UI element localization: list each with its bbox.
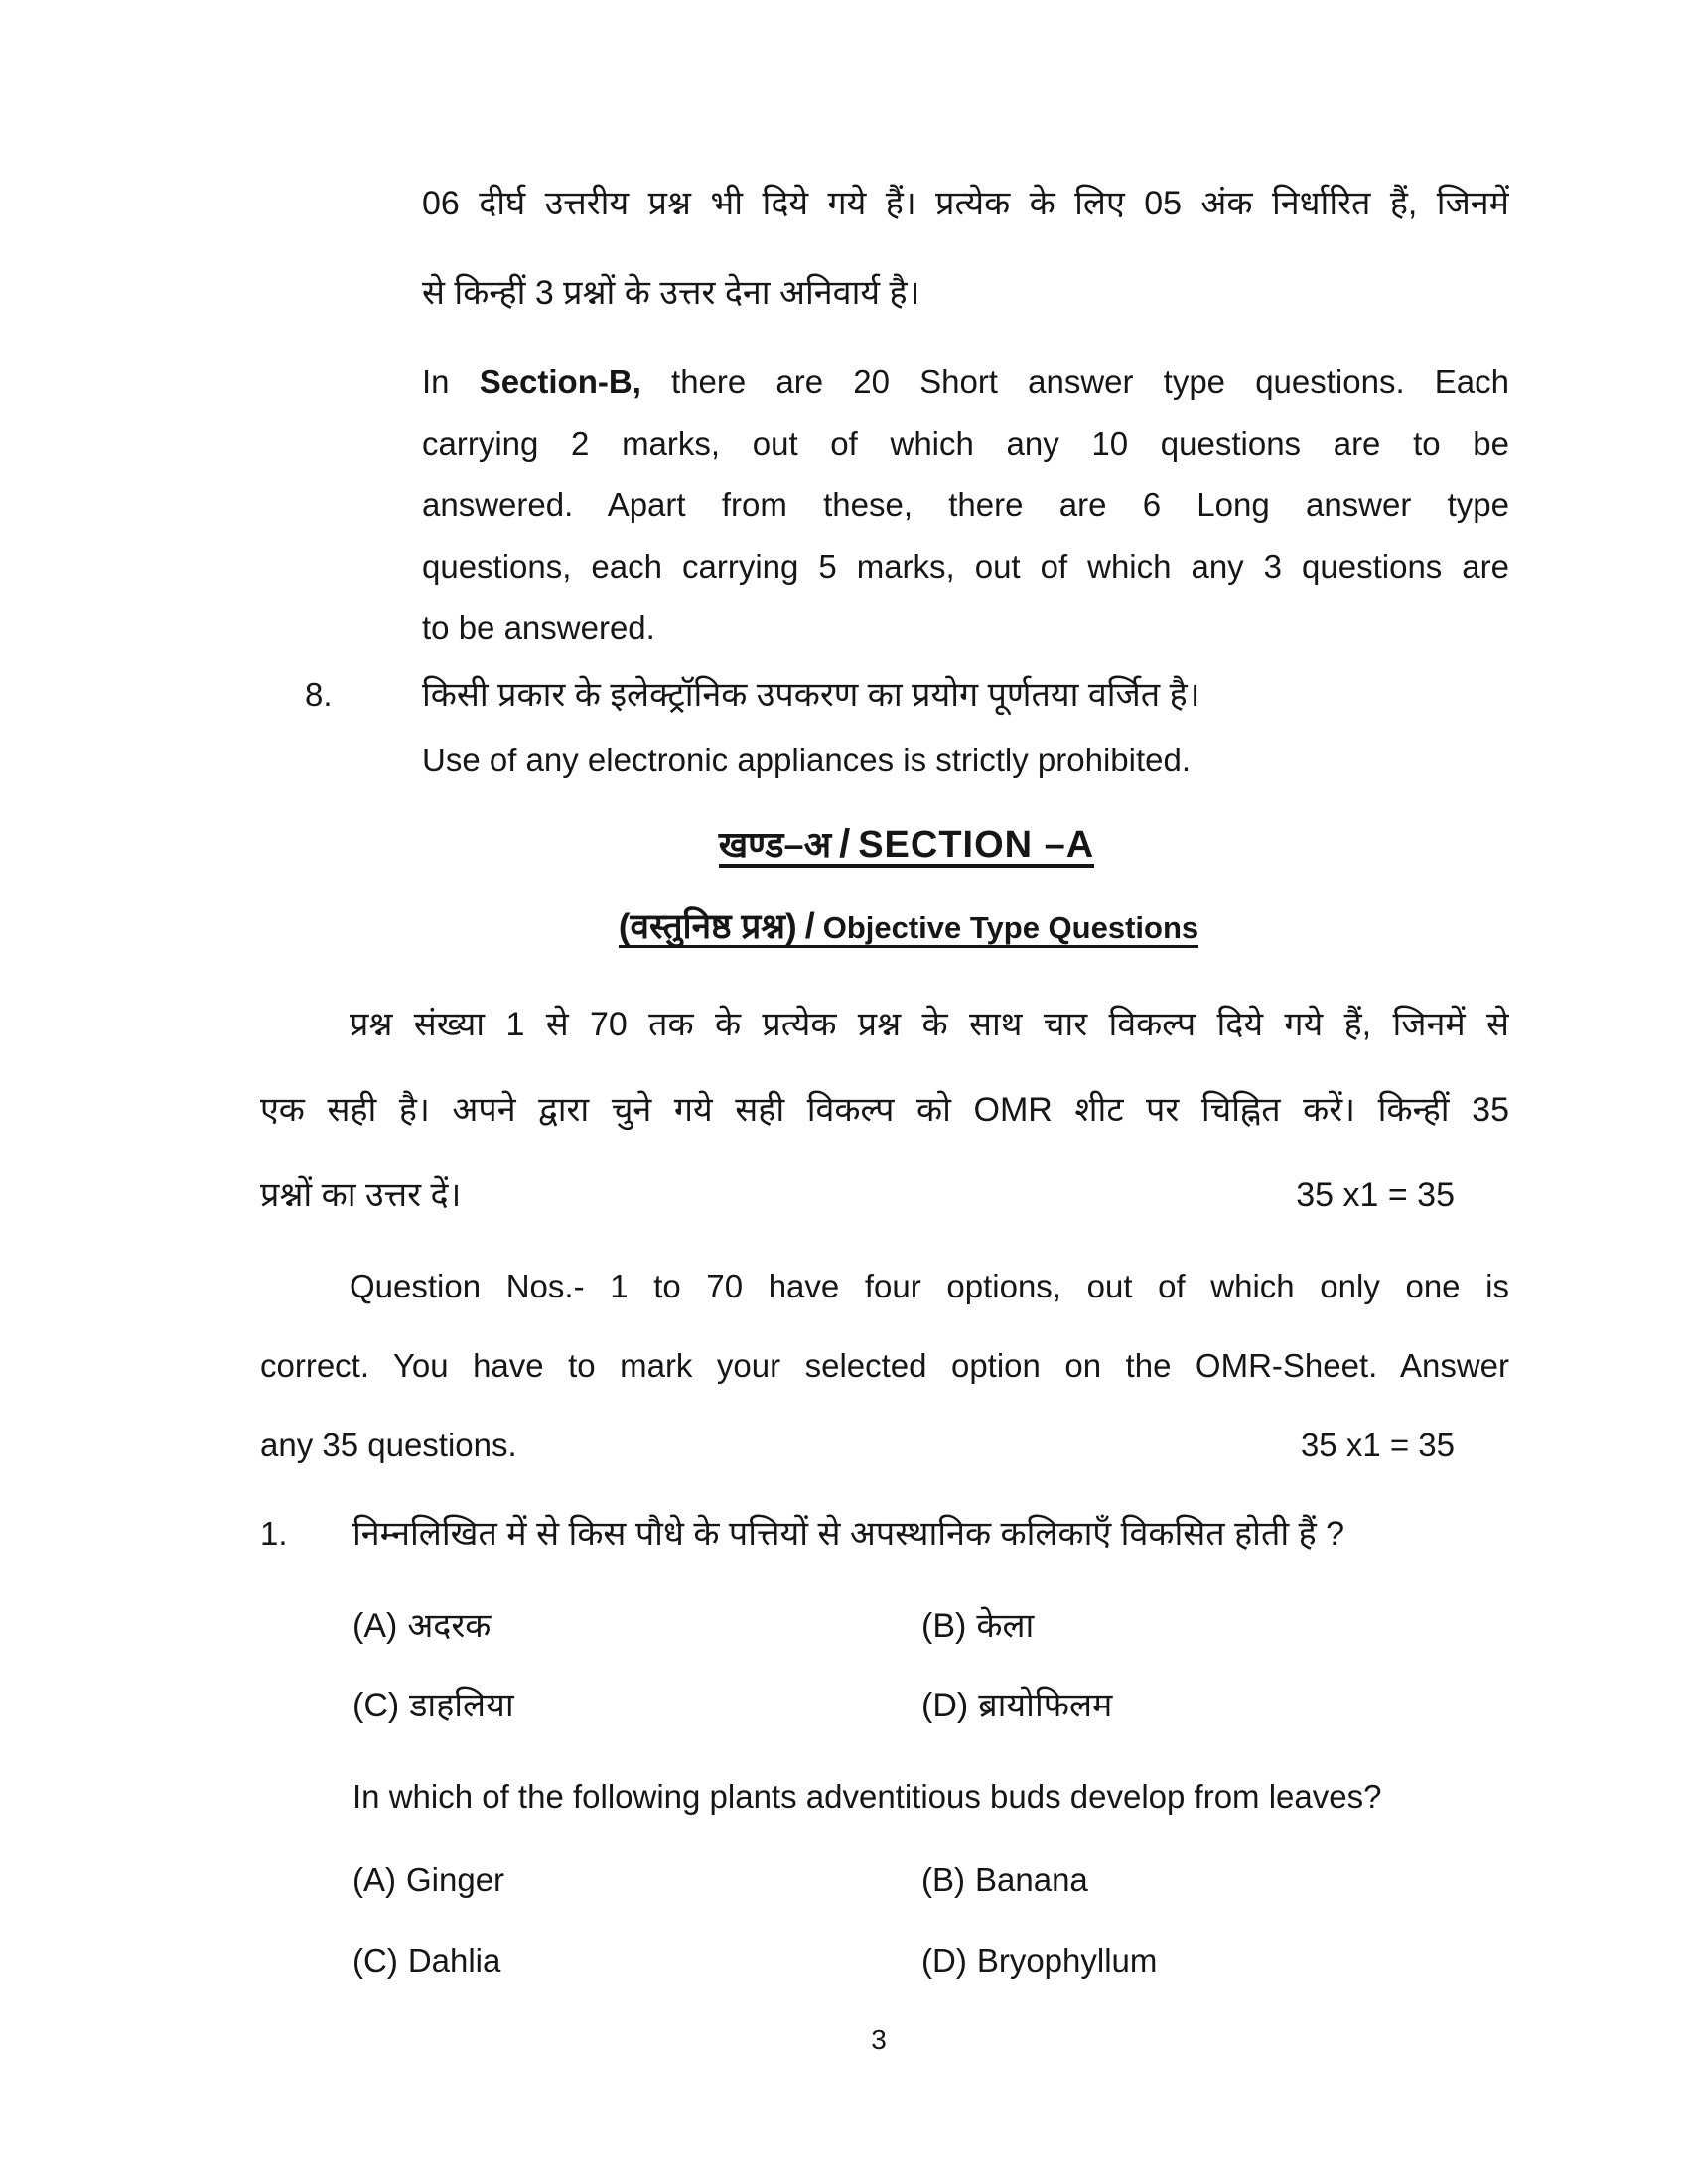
page-content xyxy=(248,159,1509,2060)
instruction-8 xyxy=(248,662,1509,793)
instruction-7-hindi-line-1: 06 दीर्घ उत्तरीय प्रश्न भी दिये गये हैं। प्रत्येक के लिए 05 अंक निर्धारित हैं, जिनमें xyxy=(422,185,1509,222)
objective-instructions-hindi-line-1: प्रश्न संख्या 1 से 70 तक के प्रत्येक प्रश्न के साथ चार विकल्प दिये गये हैं, जिनमें से xyxy=(350,1006,1509,1043)
question-1-english-options xyxy=(352,1840,1509,2000)
question-1-number: 1. xyxy=(260,1515,288,1552)
option-b-english-text: Banana xyxy=(975,1861,1088,1898)
option-d-english-text: Bryophyllum xyxy=(976,1942,1158,1979)
instruction-7-english-line-1-rest: there are 20 Short answer type questions. Each xyxy=(640,363,1509,400)
option-d-english xyxy=(921,1920,1509,2000)
instruction-7-english-line-4: questions, each carrying 5 marks, out of which any 3 questions are xyxy=(422,548,1509,585)
objective-instructions-english-line-1: Question Nos.- 1 to 70 have four options, out of which only one is xyxy=(350,1268,1509,1304)
section-a-heading-separator: / xyxy=(839,822,851,866)
objective-instructions-hindi-line-3 xyxy=(260,1153,1509,1238)
question-1-hindi-text: निम्नलिखित में से किस पौधे के पत्तियों से अपस्थानिक कलिकाएँ विकसित होती हैं ? xyxy=(352,1515,1344,1553)
question-1-english-text: In which of the following plants adventitious buds develop from leaves? xyxy=(352,1778,1382,1815)
instruction-7-english xyxy=(422,351,1509,659)
section-a-heading-underlined xyxy=(718,822,1095,868)
objective-instructions-hindi xyxy=(260,982,1509,1238)
objective-type-subheading-underlined xyxy=(618,905,1199,948)
option-a-english-label: (A) xyxy=(352,1861,396,1898)
option-a-hindi xyxy=(352,1586,921,1666)
objective-type-subheading xyxy=(278,896,1539,956)
option-b-hindi-label: (B) xyxy=(921,1607,967,1645)
objective-instructions-hindi-line-2: एक सही है। अपने द्वारा चुने गये सही विकल्प को OMR शीट पर चिह्नित करें। किन्हीं 35 xyxy=(260,1091,1509,1129)
option-b-english-label: (B) xyxy=(921,1861,965,1898)
option-c-hindi-label: (C) xyxy=(352,1687,400,1724)
question-1-hindi-row xyxy=(248,1494,1509,1573)
option-a-english xyxy=(352,1840,921,1920)
option-d-hindi-label: (D) xyxy=(921,1687,969,1724)
option-a-english-text: Ginger xyxy=(406,1861,505,1898)
marks-scheme-english: 35 x1 = 35 xyxy=(1300,1427,1455,1463)
instruction-7-hindi-line-2: से किन्हीं 3 प्रश्नों के उत्तर देना अनिवार्य है। xyxy=(422,274,920,312)
section-a-heading xyxy=(276,814,1537,874)
objective-instructions-english xyxy=(260,1247,1509,1485)
objective-type-subheading-english: Objective Type Questions xyxy=(822,910,1199,945)
objective-instructions-english-line-2: correct. You have to mark your selected option on the OMR-Sheet. Answer xyxy=(260,1347,1509,1384)
option-c-english xyxy=(352,1920,921,2000)
instruction-7-english-line-2: carrying 2 marks, out of which any 10 questions are to be xyxy=(422,425,1509,462)
option-a-hindi-label: (A) xyxy=(352,1607,398,1645)
option-b-hindi-text: केला xyxy=(976,1607,1035,1645)
instruction-7-english-line-5: to be answered. xyxy=(422,610,655,646)
objective-instructions-hindi-last: प्रश्नों का उत्तर दें। xyxy=(260,1176,462,1214)
instruction-8-english: Use of any electronic appliances is strictly prohibited. xyxy=(422,742,1192,778)
objective-instructions-english-line-3 xyxy=(260,1406,1509,1485)
option-b-english xyxy=(921,1840,1509,1920)
section-b-bold-label: Section-B, xyxy=(479,363,641,400)
instruction-7-hindi xyxy=(422,159,1509,338)
section-a-heading-hindi: खण्ड–अ xyxy=(718,824,832,865)
objective-type-subheading-hindi: (वस्तुनिष्ठ प्रश्न) xyxy=(618,907,797,946)
instruction-7-english-line-1 xyxy=(422,351,1509,413)
instruction-7-english-prefix: In xyxy=(422,363,480,400)
option-a-hindi-text: अदरक xyxy=(407,1607,492,1645)
option-d-hindi-text: ब्रायोफिलम xyxy=(978,1687,1113,1724)
option-c-hindi-text: डाहलिया xyxy=(409,1687,514,1724)
objective-instructions-english-last: any 35 questions. xyxy=(260,1427,517,1463)
option-c-english-label: (C) xyxy=(352,1942,398,1979)
option-d-hindi xyxy=(921,1666,1509,1745)
marks-scheme-hindi: 35 x1 = 35 xyxy=(1296,1176,1455,1214)
instruction-8-number: 8. xyxy=(305,676,333,713)
option-d-english-label: (D) xyxy=(921,1942,967,1979)
instruction-8-hindi: किसी प्रकार के इलेक्ट्रॉनिक उपकरण का प्रयोग पूर्णतया वर्जित है। xyxy=(422,676,1200,714)
option-c-hindi xyxy=(352,1666,921,1745)
instruction-7-english-line-3: answered. Apart from these, there are 6 Long answer type xyxy=(422,486,1509,523)
objective-type-subheading-separator: / xyxy=(804,905,815,946)
question-1-hindi-options xyxy=(352,1586,1509,1745)
page-number: 3 xyxy=(871,2024,887,2055)
instruction-8-body xyxy=(422,662,1509,793)
section-a-heading-english: SECTION –A xyxy=(858,824,1095,866)
option-b-hindi xyxy=(921,1586,1509,1666)
option-c-english-text: Dahlia xyxy=(407,1942,501,1979)
